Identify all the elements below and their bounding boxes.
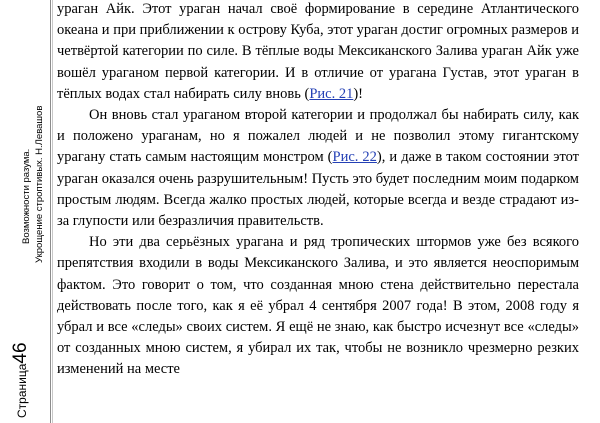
page-number-label [10, 342, 32, 418]
paragraph-text: ), и даже в таком состоянии этот ураган оказался очень разрушительным! Пусть это будет последним моим подарком простым людям. Всегда жалко простых людей, которые всегда и везде страдают из-за глупости или безразличия правительств. [57, 149, 579, 230]
paragraph-text: Он вновь стал ураганом второй категории и продолжал бы набирать силу, как и положено ураганам, но я пожалел людей и не позволил этому гигантскому урагану стать самым настоящим монстром ( [57, 107, 579, 166]
book-title: Возможности разума. [21, 148, 32, 244]
body-text [57, 0, 579, 381]
paragraph-text: ураган Айк. Этот ураган начал своё формирование в середине Атлантического океана и при приближении к острову Куба, этот ураган достиг огромных размеров и четвёртой категории по силе. В тёплые воды Мексиканского Залива ураган Айк уже вошёл ураганом первой категории. И в отличие от урагана Густав, этот ураган в тёплых водах стал набирать силу вновь ( [57, 1, 579, 102]
page-sidebar [0, 0, 53, 423]
sidebar-divider [50, 0, 51, 423]
page-number: 46 [10, 342, 31, 364]
paragraph-text: Но эти два серьёзных урагана и ряд тропических штормов уже без всякого препятствия входили в воды Мексиканского Залива, и это является неоспоримым фактом. Это говорит о том, что созданная мною стена действительно перестала действовать после того, как я её убрал 4 сентября 2007 года! В этом, 2008 году я убрал и все «следы» своих систем. Я ещё не знаю, как быстро исчезнут все «следы» от созданных мною систем, я убирал их так, чтобы не возникло чрезмерно резких изменений на месте [57, 234, 579, 378]
sidebar-divider-shadow [52, 0, 53, 423]
paragraph-2 [57, 105, 579, 232]
paragraph-1 [57, 0, 579, 105]
figure-link-22[interactable]: Рис. 22 [332, 149, 377, 166]
figure-link-21[interactable]: Рис. 21 [309, 85, 354, 102]
page-label: Страница [15, 363, 29, 418]
paragraph-3 [57, 232, 579, 380]
book-subtitle: Укрощение строптивых. Н.Левашов [34, 105, 45, 263]
paragraph-text: )! [353, 85, 364, 102]
